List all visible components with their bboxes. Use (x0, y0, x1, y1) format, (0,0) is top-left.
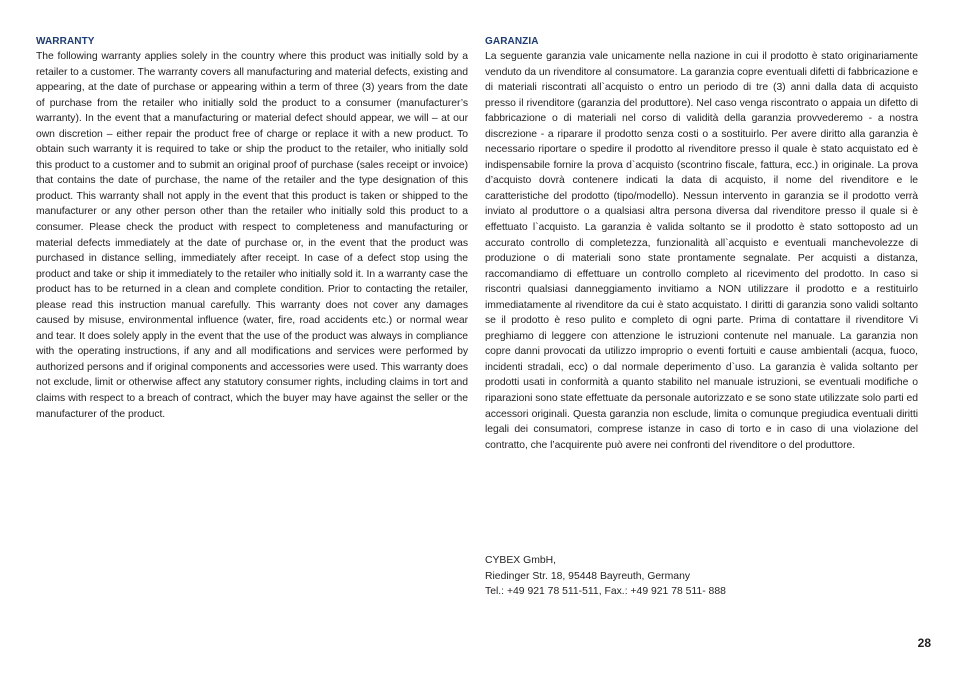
address-phone-fax: Tel.: +49 921 78 511-511, Fax.: +49 921 78 511- 888 (485, 586, 726, 597)
company-address (485, 553, 918, 600)
garanzia-text: La seguente garanzia vale unicamente nella nazione in cui il prodotto è stato originariamente venduto da un rivenditore al consumatore. La garanzia copre eventuali difetti di fabbricazione e di materiali riscontrati all`acquisto o entro un periodo di tre (3) anni dalla data di acquisto presso il rivenditore (garanzia del produttore). Nel caso venga riscontrato o appaia un difetto di fabbricazione o di materiali nel corso di validità della garanzia provvederemo - a nostra discrezione - a riparare il prodotto senza costi o a sostituirlo. Per avere diritto alla garanzia è necessario riportare o spedire il prodotto al rivenditore presso il quale è stato acquistato ed è indispensabile fornire la prova d`acquisto (scontrino fiscale, fattura, ecc.) in originale. La prova d’acquisto dovrà contenere indicati la data di acquisto, il nome del rivenditore e le caratteristiche del prodotto (tipo/modello). Nessun intervento in garanzia se il prodotto verrà inviato al produttore o a qualsiasi altra persona diversa dal rivenditore presso il quale si è effettuato l`acquisto. La garanzia è valida soltanto se il prodotto è stato sottoposto ad un accurato controllo di completezza, funzionalità all`acquisto e eventuali manchevolezze di produzione o di materiali sono state prontamente segnalate. Per acquisti a distanza, raccomandiamo di effettuare un controllo completo al ricevimento del prodotto. In caso si riscontri qualsiasi danneggiamento invitiamo a NON utilizzare il prodotto e a restituirlo immediatamente al rivenditore da cui è stato acquistato. I diritti di garanzia sono validi soltanto se il prodotto è reso pulito e completo di ogni parte. Prima di contattare il rivenditore Vi preghiamo di leggere con attenzione le istruzioni contenute nel manuale. La garanzia non copre danni provocati da utilizzo improprio o eventi fortuiti e cause ambientali (acqua, fuoco, incidenti stradali, ecc) o dal normale deperimento d`uso. La garanzia è valida soltanto per prodotti usati in conformità a quanto stabilito nel manuale istruzioni, se eventuali modifiche o riparazioni sono state effettuate da personale autorizzato e se sono state utilizzate solo parti ed accessori originali. Questa garanzia non esclude, limita o comunque pregiudica eventuali diritti legali dei consumatori, comprese istanze in caso di torto e in caso di una violazione del contratto, che l’acquirente può avere nei confronti del rivenditore o del produttore. (485, 51, 918, 451)
address-street: Riedinger Str. 18, 95448 Bayreuth, Germany (485, 570, 691, 582)
warranty-section-english (36, 34, 468, 422)
warranty-heading: WARRANTY (36, 36, 95, 47)
garanzia-heading: GARANZIA (485, 36, 539, 47)
address-company-name: CYBEX GmbH, (485, 555, 557, 566)
warranty-text: The following warranty applies solely in the country where this product was initially sold by a retailer to a customer. The warranty covers all manufacturing and material defects, existing and appearing, at the date of purchase or appearing within a term of three (3) years from the date of purchase from the retailer who initially sold the product to a consumer (manufacturer’s warranty). In the event that a manufacturing or material defect should appear, we will – at our own discretion – either repair the product free of charge or replace it with a new product. To obtain such warranty it is required to take or ship the product to the retailer, who initially sold this product to a customer and to submit an original proof of purchase (sales receipt or invoice) that contains the date of purchase, the name of the retailer and the type designation of this product. This warranty shall not apply in the event that this product is taken or shipped to the manufacturer or any other person other than the retailer who initially sold this product to a consumer. Please check the product with respect to completeness and manufacturing or material defects immediately at the date of purchase or, in the event that the product was purchased in distance selling, immediately after receipt. In case of a defect stop using the product and take or ship it immediately to the retailer who initially sold it. In a warranty case the product has to be returned in a clean and complete condition. Prior to contacting the retailer, please read this instruction manual carefully. This warranty does not cover any damages caused by misuse, environmental influence (water, fire, road accidents etc.) or normal wear and tear. It does solely apply in the event that the use of the product was always in compliance with the operating instructions, if any and all modifications and services were performed by authorized persons and if original components and accessories were used. This warranty does not exclude, limit or otherwise affect any statutory consumer rights, including claims in tort and claims with respect to a breach of contract, which the buyer may have against the seller or the manufacturer of the product. (36, 51, 468, 420)
page-number: 28 (917, 636, 931, 650)
warranty-section-italian (485, 34, 918, 453)
